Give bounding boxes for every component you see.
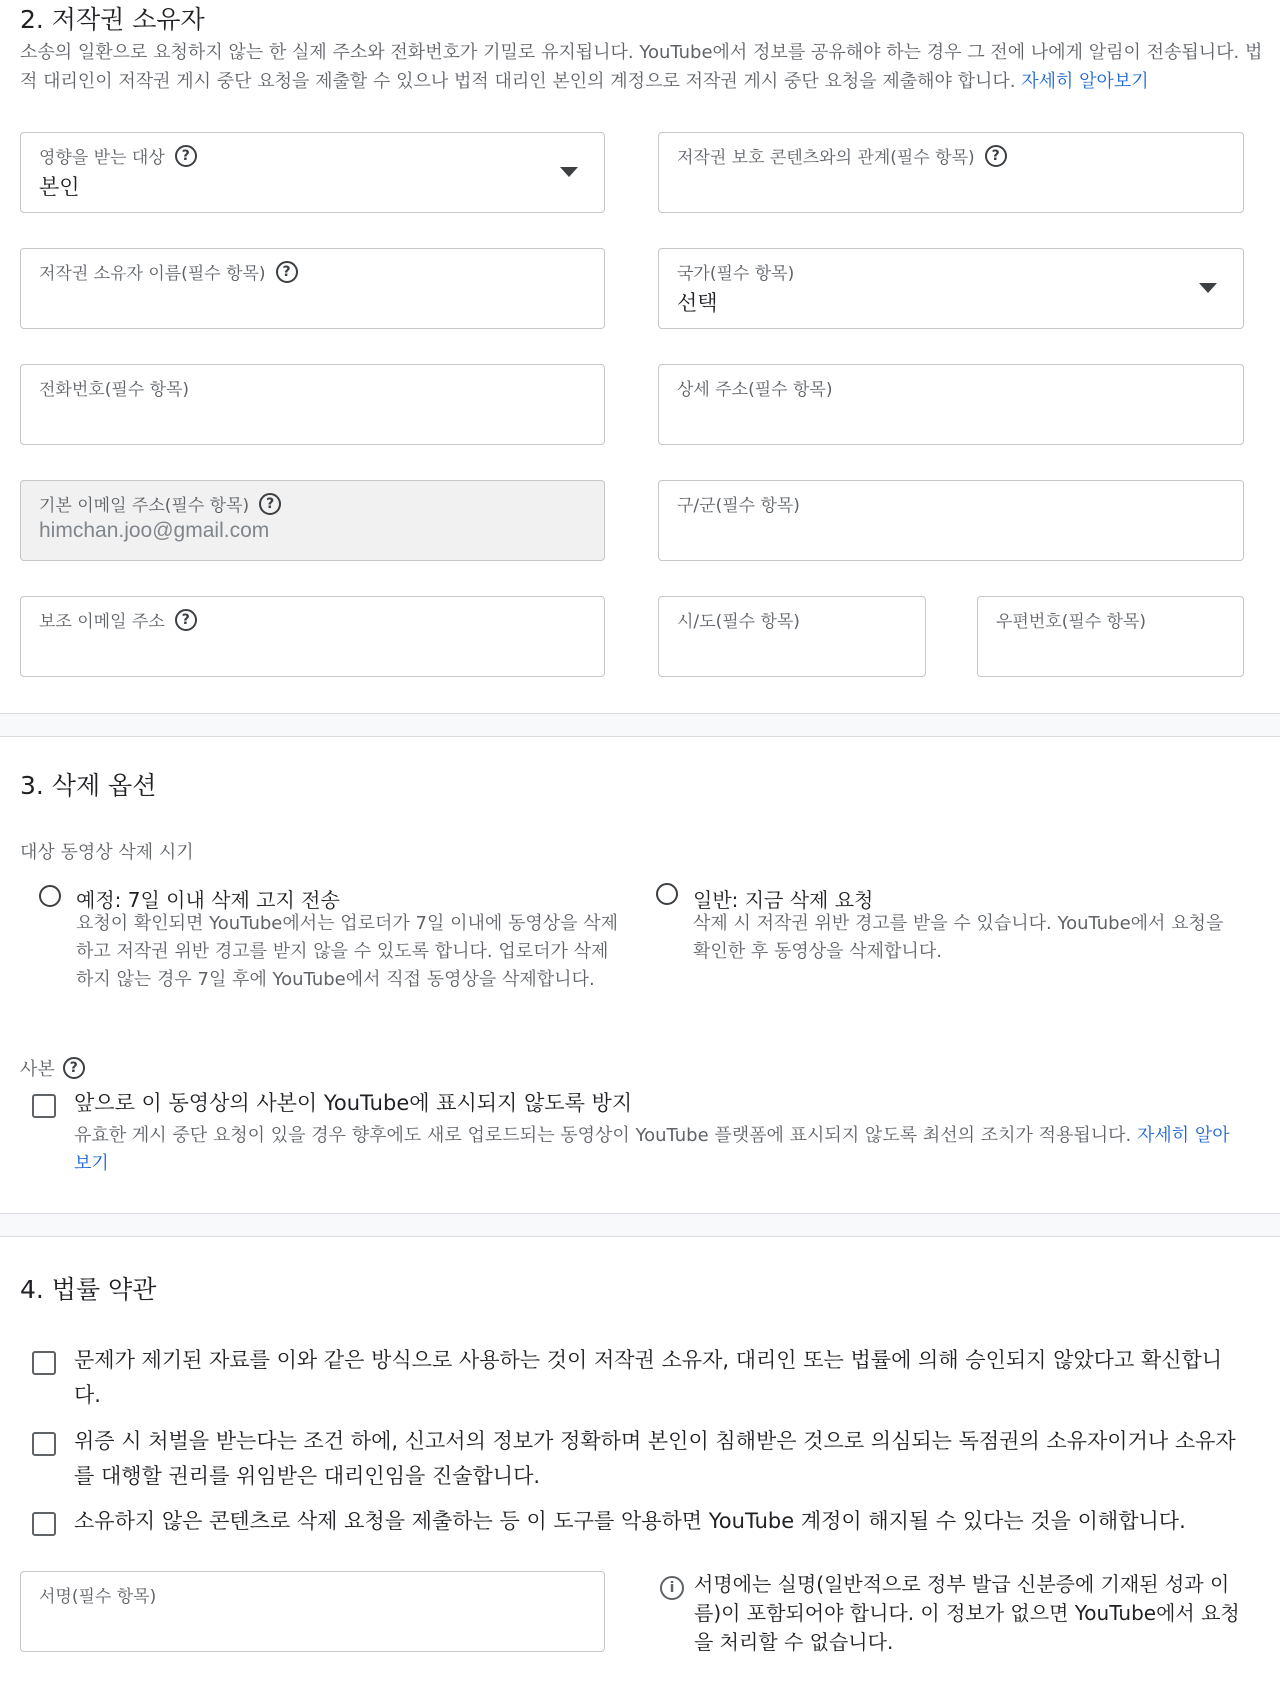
learn-more-link[interactable]: 자세히 알아보기 [1021,71,1149,92]
section-2-desc-text: 소송의 일환으로 요청하지 않는 한 실제 주소와 전화번호가 기밀로 유지됩니다. YouTube에서 정보를 공유해야 하는 경우 그 전에 나에게 알림이 전송됩니다. 법적 대리인이 저작권 게시 중단 요청을 제출할 수 있으나 법적 대리인 본인의 계정으로 저작권 게시 중단 요청을 제출해야 합니다. [20,42,1263,92]
prevent-copies-desc-text: 유효한 게시 중단 요청이 있을 경우 향후에도 새로 업로드되는 동영상이 YouTube 플랫폼에 표시되지 않도록 최선의 조치가 적용됩니다. [74,1125,1132,1146]
prevent-copies-checkbox[interactable] [32,1094,56,1118]
primary-email-label: 기본 이메일 주소(필수 항목) [39,496,250,516]
legal-checkbox-1-label[interactable]: 문제가 제기된 자료를 이와 같은 방식으로 사용하는 것이 저작권 소유자, 대리인 또는 법률에 의해 승인되지 않았다고 확신합니다. [74,1348,1223,1407]
caret-down-icon [1199,283,1217,293]
relationship-label-row [677,143,1007,168]
option-standard-desc: 삭제 시 저작권 위반 경고를 받을 수 있습니다. YouTube에서 요청을 확인한 후 동영상을 삭제합니다. [693,913,1224,962]
phone-label: 전화번호(필수 항목) [39,380,190,400]
learn-more-link[interactable]: 자세히 알아보기 [74,1125,1230,1174]
country-select[interactable] [658,248,1244,329]
relationship-field[interactable] [658,132,1244,213]
prevent-copies-description [74,1122,1244,1178]
owner-name-label-row [39,259,298,284]
signature-label: 서명(필수 항목) [39,1587,157,1607]
legal-checkbox-3[interactable] [32,1512,56,1536]
legal-checkbox-2[interactable] [32,1432,56,1456]
postal-code-field[interactable] [977,596,1244,677]
owner-name-field[interactable] [20,248,605,329]
section-3-title: 3. 삭제 옵션 [20,771,157,800]
section-divider [0,1213,1280,1237]
relationship-label: 저작권 보호 콘텐츠와의 관계(필수 항목) [677,148,975,168]
city-label: 시/도(필수 항목) [677,612,800,632]
secondary-email-label-row [39,607,197,632]
address-field[interactable] [658,364,1244,445]
removal-timing-label: 대상 동영상 삭제 시기 [20,842,194,863]
help-circle-icon[interactable]: ? [259,493,281,515]
section-4-title: 4. 법률 약관 [20,1275,157,1304]
copies-label: 사본 [20,1059,55,1080]
signature-info-text: 서명에는 실명(일반적으로 정부 발급 신분증에 기재된 성과 이름)이 포함되어야 합니다. 이 정보가 없으면 YouTube에서 요청을 처리할 수 없습니다. [694,1572,1240,1654]
radio-scheduled[interactable] [39,885,61,907]
secondary-email-field[interactable] [20,596,605,677]
section-divider [0,713,1280,737]
country-label: 국가(필수 항목) [677,264,795,284]
radio-standard[interactable] [656,883,678,905]
copies-label-row [20,1055,85,1081]
secondary-email-label: 보조 이메일 주소 [39,612,165,632]
district-label: 구/군(필수 항목) [677,496,800,516]
help-circle-icon[interactable]: ? [175,145,197,167]
option-standard-title[interactable]: 일반: 지금 삭제 요청 [693,888,874,912]
help-circle-icon[interactable]: ? [63,1057,85,1079]
legal-checkbox-3-label[interactable]: 소유하지 않은 콘텐츠로 삭제 요청을 제출하는 등 이 도구를 악용하면 YouTube 계정이 해지될 수 있다는 것을 이해합니다. [74,1509,1186,1533]
info-icon: i [660,1576,684,1600]
section-2-title: 2. 저작권 소유자 [20,5,205,34]
primary-email-value: himchan.joo@gmail.com [39,519,270,542]
postal-code-label: 우편번호(필수 항목) [996,612,1147,632]
help-circle-icon[interactable]: ? [175,609,197,631]
affected-party-label-row [39,143,197,168]
signature-field[interactable] [20,1571,605,1652]
city-field[interactable] [658,596,926,677]
owner-name-label: 저작권 소유자 이름(필수 항목) [39,264,266,284]
affected-party-value: 본인 [39,175,80,199]
district-field[interactable] [658,480,1244,561]
primary-email-label-row [39,491,281,516]
affected-party-select[interactable] [20,132,605,213]
section-2-description [20,38,1275,96]
phone-field[interactable] [20,364,605,445]
option-scheduled-desc: 요청이 확인되면 YouTube에서는 업로더가 7일 이내에 동영상을 삭제하고 저작권 위반 경고를 받지 않을 수 있도록 합니다. 업로더가 삭제하지 않는 경우 7일 후에 YouTube에서 직접 동영상을 삭제합니다. [76,913,619,990]
primary-email-field [20,480,605,561]
help-circle-icon[interactable]: ? [985,145,1007,167]
prevent-copies-label[interactable]: 앞으로 이 동영상의 사본이 YouTube에 표시되지 않도록 방지 [74,1091,633,1115]
address-label: 상세 주소(필수 항목) [677,380,833,400]
option-scheduled-title[interactable]: 예정: 7일 이내 삭제 고지 전송 [76,888,340,912]
affected-party-label: 영향을 받는 대상 [39,148,165,168]
help-circle-icon[interactable]: ? [276,261,298,283]
caret-down-icon [560,167,578,177]
country-value: 선택 [677,291,718,315]
legal-checkbox-1[interactable] [32,1351,56,1375]
legal-checkbox-2-label[interactable]: 위증 시 처벌을 받는다는 조건 하에, 신고서의 정보가 정확하며 본인이 침해받은 것으로 의심되는 독점권의 소유자이거나 소유자를 대행할 권리를 위임받은 대리인임을 진술합니다. [74,1429,1236,1488]
